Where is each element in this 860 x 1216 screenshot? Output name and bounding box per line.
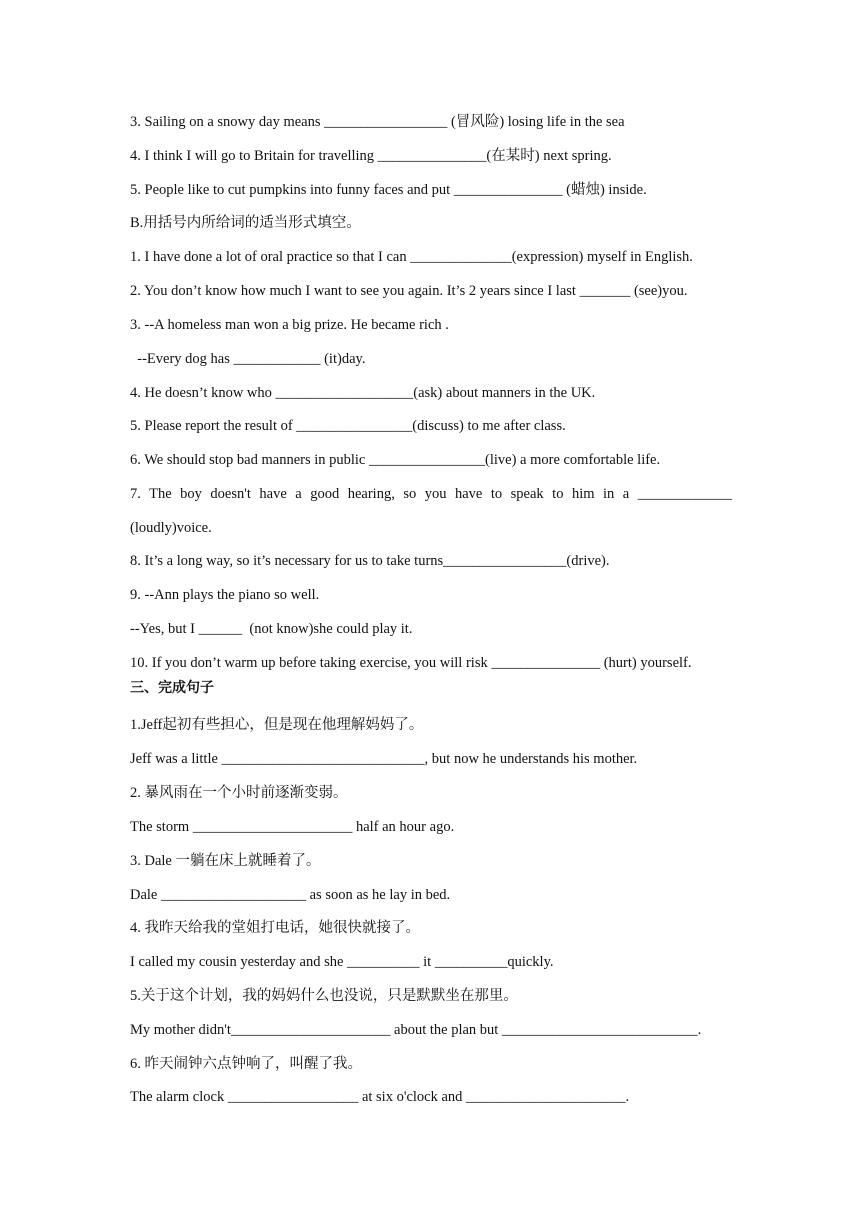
sentence-5-english: My mother didn't______________________ about the plan but ___________________________. bbox=[130, 1022, 702, 1038]
exercise-b-item-10: 10. If you don’t warm up before taking exercise, you will risk _______________ (hurt) yourself. bbox=[130, 655, 692, 671]
exercise-b-item-3-reply: --Every dog has ____________ (it)day. bbox=[130, 351, 366, 367]
sentence-3-english: Dale ____________________ as soon as he lay in bed. bbox=[130, 887, 451, 903]
sentence-1-chinese: 1.Jeff起初有些担心，但是现在他理解妈妈了。 bbox=[130, 717, 424, 733]
exercise-b-item-8: 8. It’s a long way, so it’s necessary for us to take turns_________________(drive). bbox=[130, 553, 610, 569]
exercise-b-item-9-reply: --Yes, but I ______ (not know)she could play it. bbox=[130, 621, 413, 637]
sentence-2-english: The storm ______________________ half an hour ago. bbox=[130, 819, 455, 835]
exercise-b-item-7: 7. The boy doesn't have a good hearing, so you have to speak to him in a _____________ bbox=[130, 486, 732, 502]
section-3-heading: 三、完成句子 bbox=[130, 680, 214, 696]
exercise-b-item-3: 3. --A homeless man won a big prize. He became rich . bbox=[130, 317, 449, 333]
exercise-b-item-1: 1. I have done a lot of oral practice so that I can ______________(expression) myself in English. bbox=[130, 249, 693, 265]
exercise-a-item-4: 4. I think I will go to Britain for travelling _______________(在某时) next spring. bbox=[130, 148, 612, 164]
exercise-b-item-6: 6. We should stop bad manners in public ________________(live) a more comfortable life. bbox=[130, 452, 661, 468]
exercise-b-item-2: 2. You don’t know how much I want to see you again. It’s 2 years since I last _______ (see)you. bbox=[130, 283, 688, 299]
exercise-b-item-5: 5. Please report the result of ________________(discuss) to me after class. bbox=[130, 418, 566, 434]
sentence-4-chinese: 4. 我昨天给我的堂姐打电话，她很快就接了。 bbox=[130, 920, 420, 936]
sentence-6-english: The alarm clock __________________ at six o'clock and ______________________. bbox=[130, 1089, 630, 1105]
sentence-2-chinese: 2. 暴风雨在一个小时前逐渐变弱。 bbox=[130, 785, 348, 801]
exercise-b-item-9: 9. --Ann plays the piano so well. bbox=[130, 587, 320, 603]
sentence-6-chinese: 6. 昨天闹钟六点钟响了，叫醒了我。 bbox=[130, 1056, 362, 1072]
exercise-a-item-5: 5. People like to cut pumpkins into funny faces and put _______________ (蜡烛) inside. bbox=[130, 182, 647, 198]
sentence-5-chinese: 5.关于这个计划，我的妈妈什么也没说，只是默默坐在那里。 bbox=[130, 988, 518, 1004]
exercise-b-instruction: B.用括号内所给词的适当形式填空。 bbox=[130, 215, 361, 231]
sentence-1-english: Jeff was a little ____________________________, but now he understands his mother. bbox=[130, 751, 638, 767]
exercise-a-item-3: 3. Sailing on a snowy day means _________________ (冒风险) losing life in the sea bbox=[130, 114, 625, 130]
exercise-b-item-7-cont: (loudly)voice. bbox=[130, 520, 212, 536]
exercise-b-item-4: 4. He doesn’t know who ___________________(ask) about manners in the UK. bbox=[130, 385, 596, 401]
sentence-3-chinese: 3. Dale 一躺在床上就睡着了。 bbox=[130, 853, 321, 869]
sentence-4-english: I called my cousin yesterday and she __________ it __________quickly. bbox=[130, 954, 554, 970]
